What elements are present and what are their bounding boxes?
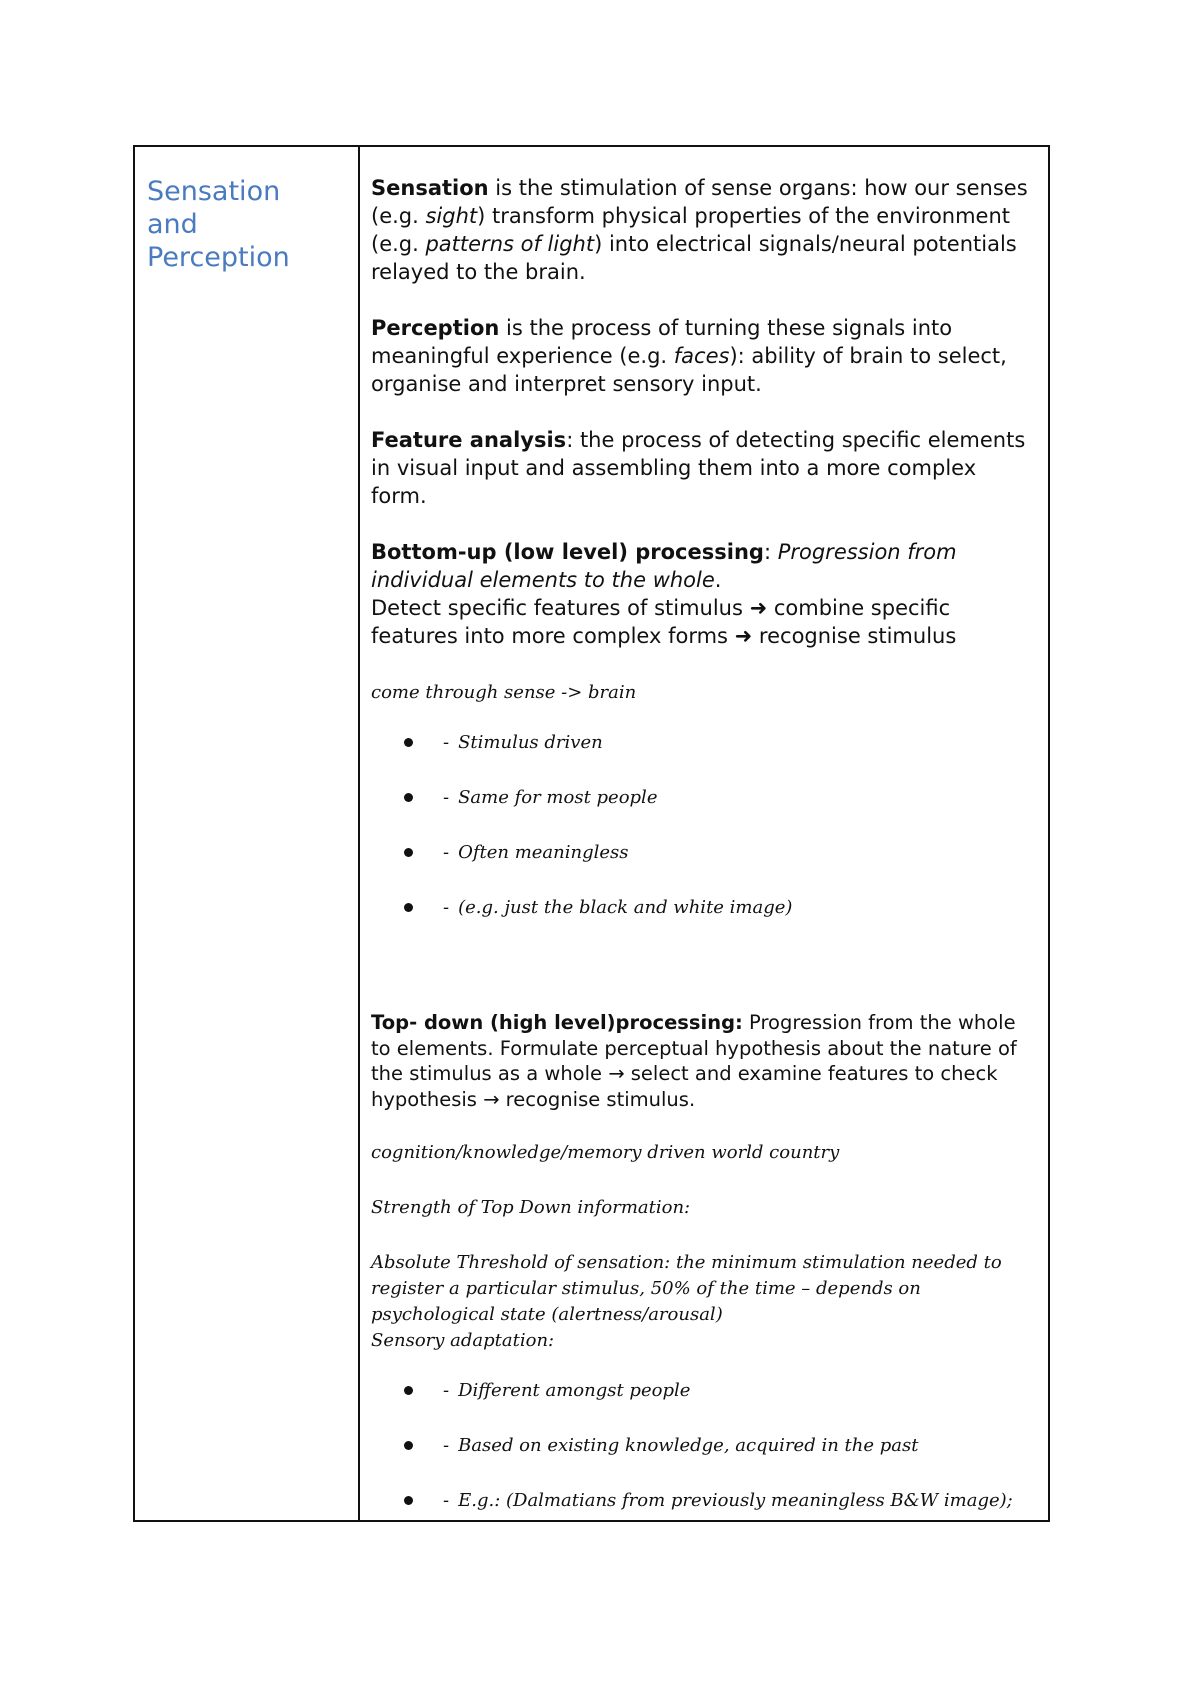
- strength-heading: Strength of Top Down information:: [371, 1197, 691, 1218]
- feature-analysis-term: Feature analysis: [371, 428, 567, 452]
- sensation-example-2: patterns of light: [425, 232, 595, 256]
- bottom-up-italic: Progression from individual elements to the whole: [371, 540, 957, 592]
- top-down-text: Progression from the whole to elements. Formulate perceptual hypothesis about the nature of the stimulus as a whole → select and examine features to check hypothesis → recognise stimulus.: [371, 1011, 1017, 1111]
- perception-text-1: is the process of turning these signals into meaningful experience (e.g.: [371, 316, 953, 368]
- top-down-note: cognition/knowledge/memory driven world country: [371, 1142, 840, 1163]
- bottom-up-term: Bottom-up (low level) processing: [371, 540, 764, 564]
- feature-analysis-text: : the process of detecting specific elements in visual input and assembling them into a more complex form.: [371, 428, 1026, 508]
- list-item: - Stimulus driven: [371, 732, 1036, 787]
- list-item: - Same for most people: [371, 787, 1036, 842]
- bullet-icon: [404, 738, 413, 747]
- bullet-icon: [404, 1496, 413, 1505]
- sensation-text-2: ) transform physical properties of the environment (e.g.: [371, 204, 1011, 256]
- list-item: - Based on existing knowledge, acquired in the past: [371, 1435, 1036, 1490]
- topic-title: Sensation and Perception: [147, 176, 290, 273]
- bottom-up-period: .: [714, 568, 722, 592]
- bullet-text: E.g.: (Dalmatians from previously meaningless B&W image);: [458, 1490, 1013, 1511]
- absolute-threshold-text: Absolute Threshold of sensation: the minimum stimulation needed to register a particular stimulus, 50% of the time – depends on psychological state (alertness/arousal): [371, 1252, 1002, 1325]
- bullet-text: Stimulus driven: [458, 732, 603, 753]
- topic-column: [135, 147, 360, 1520]
- bottom-up-note: come through sense -> brain: [371, 682, 637, 703]
- perception-term: Perception: [371, 316, 500, 340]
- bullet-text: Based on existing knowledge, acquired in the past: [458, 1435, 919, 1456]
- bullet-icon: [404, 793, 413, 802]
- list-item: - E.g.: (Dalmatians from previously meaningless B&W image);: [371, 1490, 1036, 1520]
- bullet-icon: [404, 903, 413, 912]
- sensation-term: Sensation: [371, 176, 489, 200]
- list-item: - Different amongst people: [371, 1380, 1036, 1435]
- bottom-up-steps: Detect specific features of stimulus ➜ combine specific features into more complex forms ➜ recognise stimulus: [371, 596, 957, 648]
- sensory-adaptation-heading: Sensory adaptation:: [371, 1330, 555, 1351]
- perception-text-2: ): ability of brain to select, organise and interpret sensory input.: [371, 344, 1007, 396]
- bullet-text: Different amongst people: [458, 1380, 691, 1401]
- notes-column: [360, 147, 1048, 1520]
- top-down-bullet-list: [371, 1380, 1036, 1520]
- top-down-term: Top- down (high level)processing:: [371, 1011, 743, 1034]
- sensation-definition: [371, 174, 1036, 286]
- bullet-icon: [404, 1386, 413, 1395]
- list-item: - Often meaningless: [371, 842, 1036, 897]
- bottom-up-colon: :: [763, 540, 778, 564]
- perception-definition: [371, 314, 1036, 398]
- sensation-text-1: is the stimulation of sense organs: how our senses (e.g.: [371, 176, 1028, 228]
- bullet-text: (e.g. just the black and white image): [458, 897, 793, 918]
- perception-example-1: faces: [673, 344, 730, 368]
- notes-table: [133, 145, 1050, 1522]
- bottom-up-bullet-list: [371, 732, 1036, 952]
- sensation-example-1: sight: [425, 204, 478, 228]
- bullet-icon: [404, 1441, 413, 1450]
- bullet-icon: [404, 848, 413, 857]
- bottom-up-definition: [371, 538, 1036, 594]
- feature-analysis-definition: [371, 426, 1036, 510]
- sensation-text-3: ) into electrical signals/neural potentials relayed to the brain.: [371, 232, 1017, 284]
- top-down-definition: [371, 1010, 1036, 1112]
- list-item: - (e.g. just the black and white image): [371, 897, 1036, 952]
- bullet-text: Often meaningless: [458, 842, 629, 863]
- bullet-text: Same for most people: [458, 787, 658, 808]
